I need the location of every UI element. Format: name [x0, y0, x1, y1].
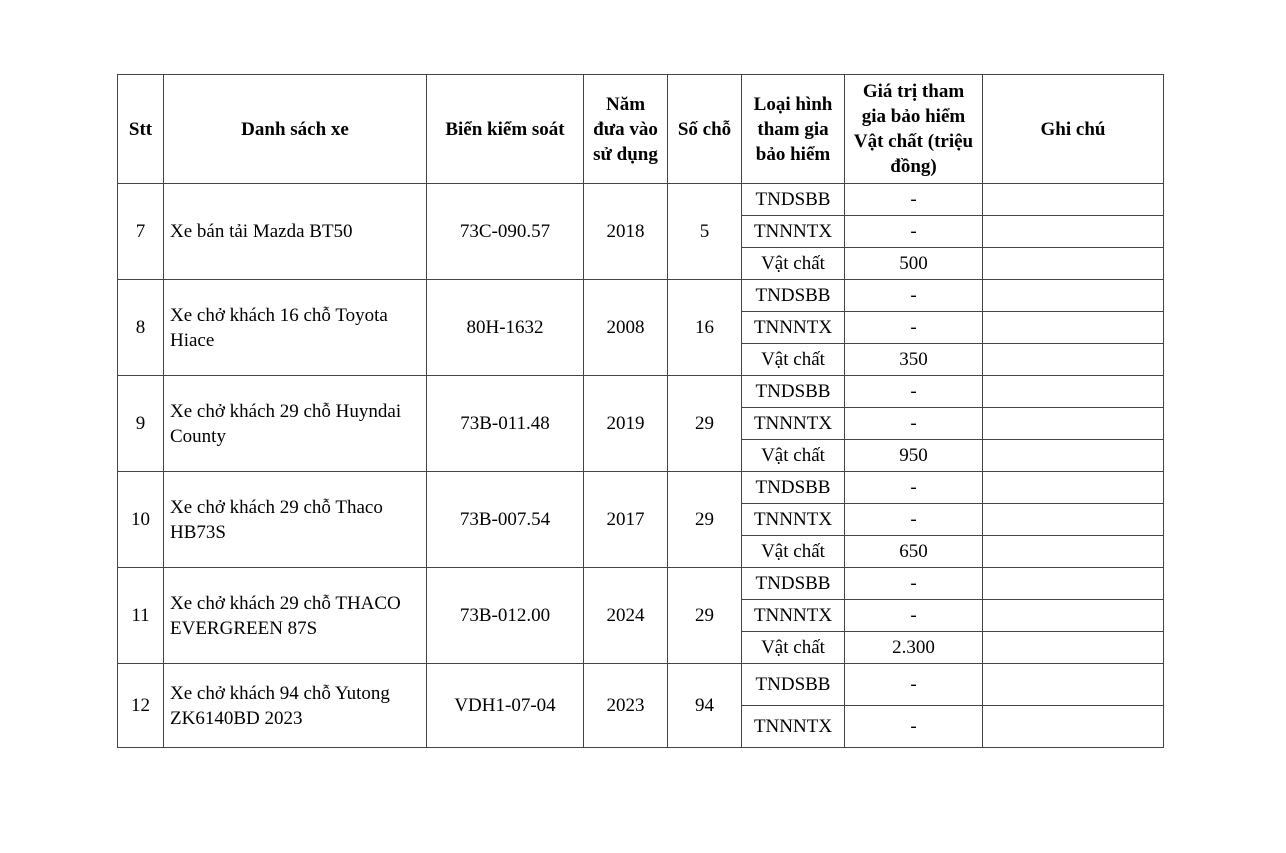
row-stt: 9: [118, 376, 164, 472]
row-note: [983, 664, 1164, 706]
row-insured-value: -: [845, 706, 983, 748]
row-insured-value: 350: [845, 344, 983, 376]
table-row: [118, 376, 1164, 408]
row-year: 2008: [584, 280, 668, 376]
row-note: [983, 344, 1164, 376]
row-seats: 16: [668, 280, 742, 376]
row-insured-value: -: [845, 280, 983, 312]
row-insured-value: 650: [845, 536, 983, 568]
row-year: 2024: [584, 568, 668, 664]
row-plate: 73B-007.54: [427, 472, 584, 568]
row-insured-value: -: [845, 472, 983, 504]
row-vehicle: Xe chở khách 16 chỗ Toyota Hiace: [164, 280, 427, 376]
row-insured-value: -: [845, 408, 983, 440]
header-note: Ghi chú: [983, 75, 1164, 184]
row-note: [983, 632, 1164, 664]
table-body: [118, 184, 1164, 748]
row-note: [983, 408, 1164, 440]
row-seats: 94: [668, 664, 742, 748]
table-row: [118, 280, 1164, 312]
header-seats: Số chỗ: [668, 75, 742, 184]
row-vehicle: Xe chở khách 29 chỗ Huyndai County: [164, 376, 427, 472]
row-insurance-type: TNDSBB: [742, 568, 845, 600]
row-stt: 11: [118, 568, 164, 664]
row-insurance-type: TNNNTX: [742, 504, 845, 536]
row-year: 2019: [584, 376, 668, 472]
header-insured-value: Giá trị tham gia bảo hiểm Vật chất (triệu đồng): [845, 75, 983, 184]
row-insurance-type: TNNNTX: [742, 706, 845, 748]
row-insurance-type: Vật chất: [742, 248, 845, 280]
row-note: [983, 600, 1164, 632]
table-row: [118, 472, 1164, 504]
row-insurance-type: TNDSBB: [742, 184, 845, 216]
row-plate: 73B-011.48: [427, 376, 584, 472]
row-insurance-type: TNNNTX: [742, 600, 845, 632]
table-row: [118, 184, 1164, 216]
row-year: 2017: [584, 472, 668, 568]
row-insurance-type: TNNNTX: [742, 216, 845, 248]
row-insurance-type: Vật chất: [742, 440, 845, 472]
row-insurance-type: TNNNTX: [742, 408, 845, 440]
header-plate: Biển kiểm soát: [427, 75, 584, 184]
header-stt: Stt: [118, 75, 164, 184]
row-plate: 80H-1632: [427, 280, 584, 376]
row-insured-value: 500: [845, 248, 983, 280]
row-year: 2023: [584, 664, 668, 748]
row-seats: 29: [668, 472, 742, 568]
header-vehicle: Danh sách xe: [164, 75, 427, 184]
row-vehicle: Xe bán tải Mazda BT50: [164, 184, 427, 280]
row-note: [983, 376, 1164, 408]
row-insurance-type: TNDSBB: [742, 376, 845, 408]
table-row: [118, 568, 1164, 600]
header-year: Năm đưa vào sử dụng: [584, 75, 668, 184]
row-note: [983, 472, 1164, 504]
row-plate: 73C-090.57: [427, 184, 584, 280]
row-insurance-type: Vật chất: [742, 536, 845, 568]
row-note: [983, 216, 1164, 248]
row-insured-value: -: [845, 216, 983, 248]
row-insured-value: -: [845, 600, 983, 632]
row-insurance-type: TNDSBB: [742, 472, 845, 504]
row-insurance-type: TNNNTX: [742, 312, 845, 344]
row-stt: 12: [118, 664, 164, 748]
row-insured-value: -: [845, 664, 983, 706]
row-year: 2018: [584, 184, 668, 280]
row-insured-value: -: [845, 568, 983, 600]
row-note: [983, 706, 1164, 748]
row-insured-value: -: [845, 504, 983, 536]
row-vehicle: Xe chở khách 29 chỗ THACO EVERGREEN 87S: [164, 568, 427, 664]
row-insured-value: -: [845, 184, 983, 216]
row-vehicle: Xe chở khách 29 chỗ Thaco HB73S: [164, 472, 427, 568]
row-insurance-type: TNDSBB: [742, 280, 845, 312]
row-plate: 73B-012.00: [427, 568, 584, 664]
row-insurance-type: Vật chất: [742, 632, 845, 664]
row-stt: 8: [118, 280, 164, 376]
row-insured-value: 2.300: [845, 632, 983, 664]
row-insurance-type: TNDSBB: [742, 664, 845, 706]
row-note: [983, 536, 1164, 568]
row-vehicle: Xe chở khách 94 chỗ Yutong ZK6140BD 2023: [164, 664, 427, 748]
row-insurance-type: Vật chất: [742, 344, 845, 376]
vehicle-insurance-table: [117, 74, 1164, 748]
row-note: [983, 312, 1164, 344]
row-note: [983, 280, 1164, 312]
row-insured-value: -: [845, 312, 983, 344]
row-insured-value: -: [845, 376, 983, 408]
row-note: [983, 568, 1164, 600]
row-stt: 10: [118, 472, 164, 568]
row-insured-value: 950: [845, 440, 983, 472]
table-row: [118, 664, 1164, 706]
row-stt: 7: [118, 184, 164, 280]
row-note: [983, 440, 1164, 472]
row-seats: 29: [668, 568, 742, 664]
row-note: [983, 184, 1164, 216]
row-seats: 5: [668, 184, 742, 280]
row-seats: 29: [668, 376, 742, 472]
header-insurance-type: Loại hình tham gia bảo hiểm: [742, 75, 845, 184]
row-note: [983, 504, 1164, 536]
row-note: [983, 248, 1164, 280]
header-row: [118, 75, 1164, 184]
row-plate: VDH1-07-04: [427, 664, 584, 748]
